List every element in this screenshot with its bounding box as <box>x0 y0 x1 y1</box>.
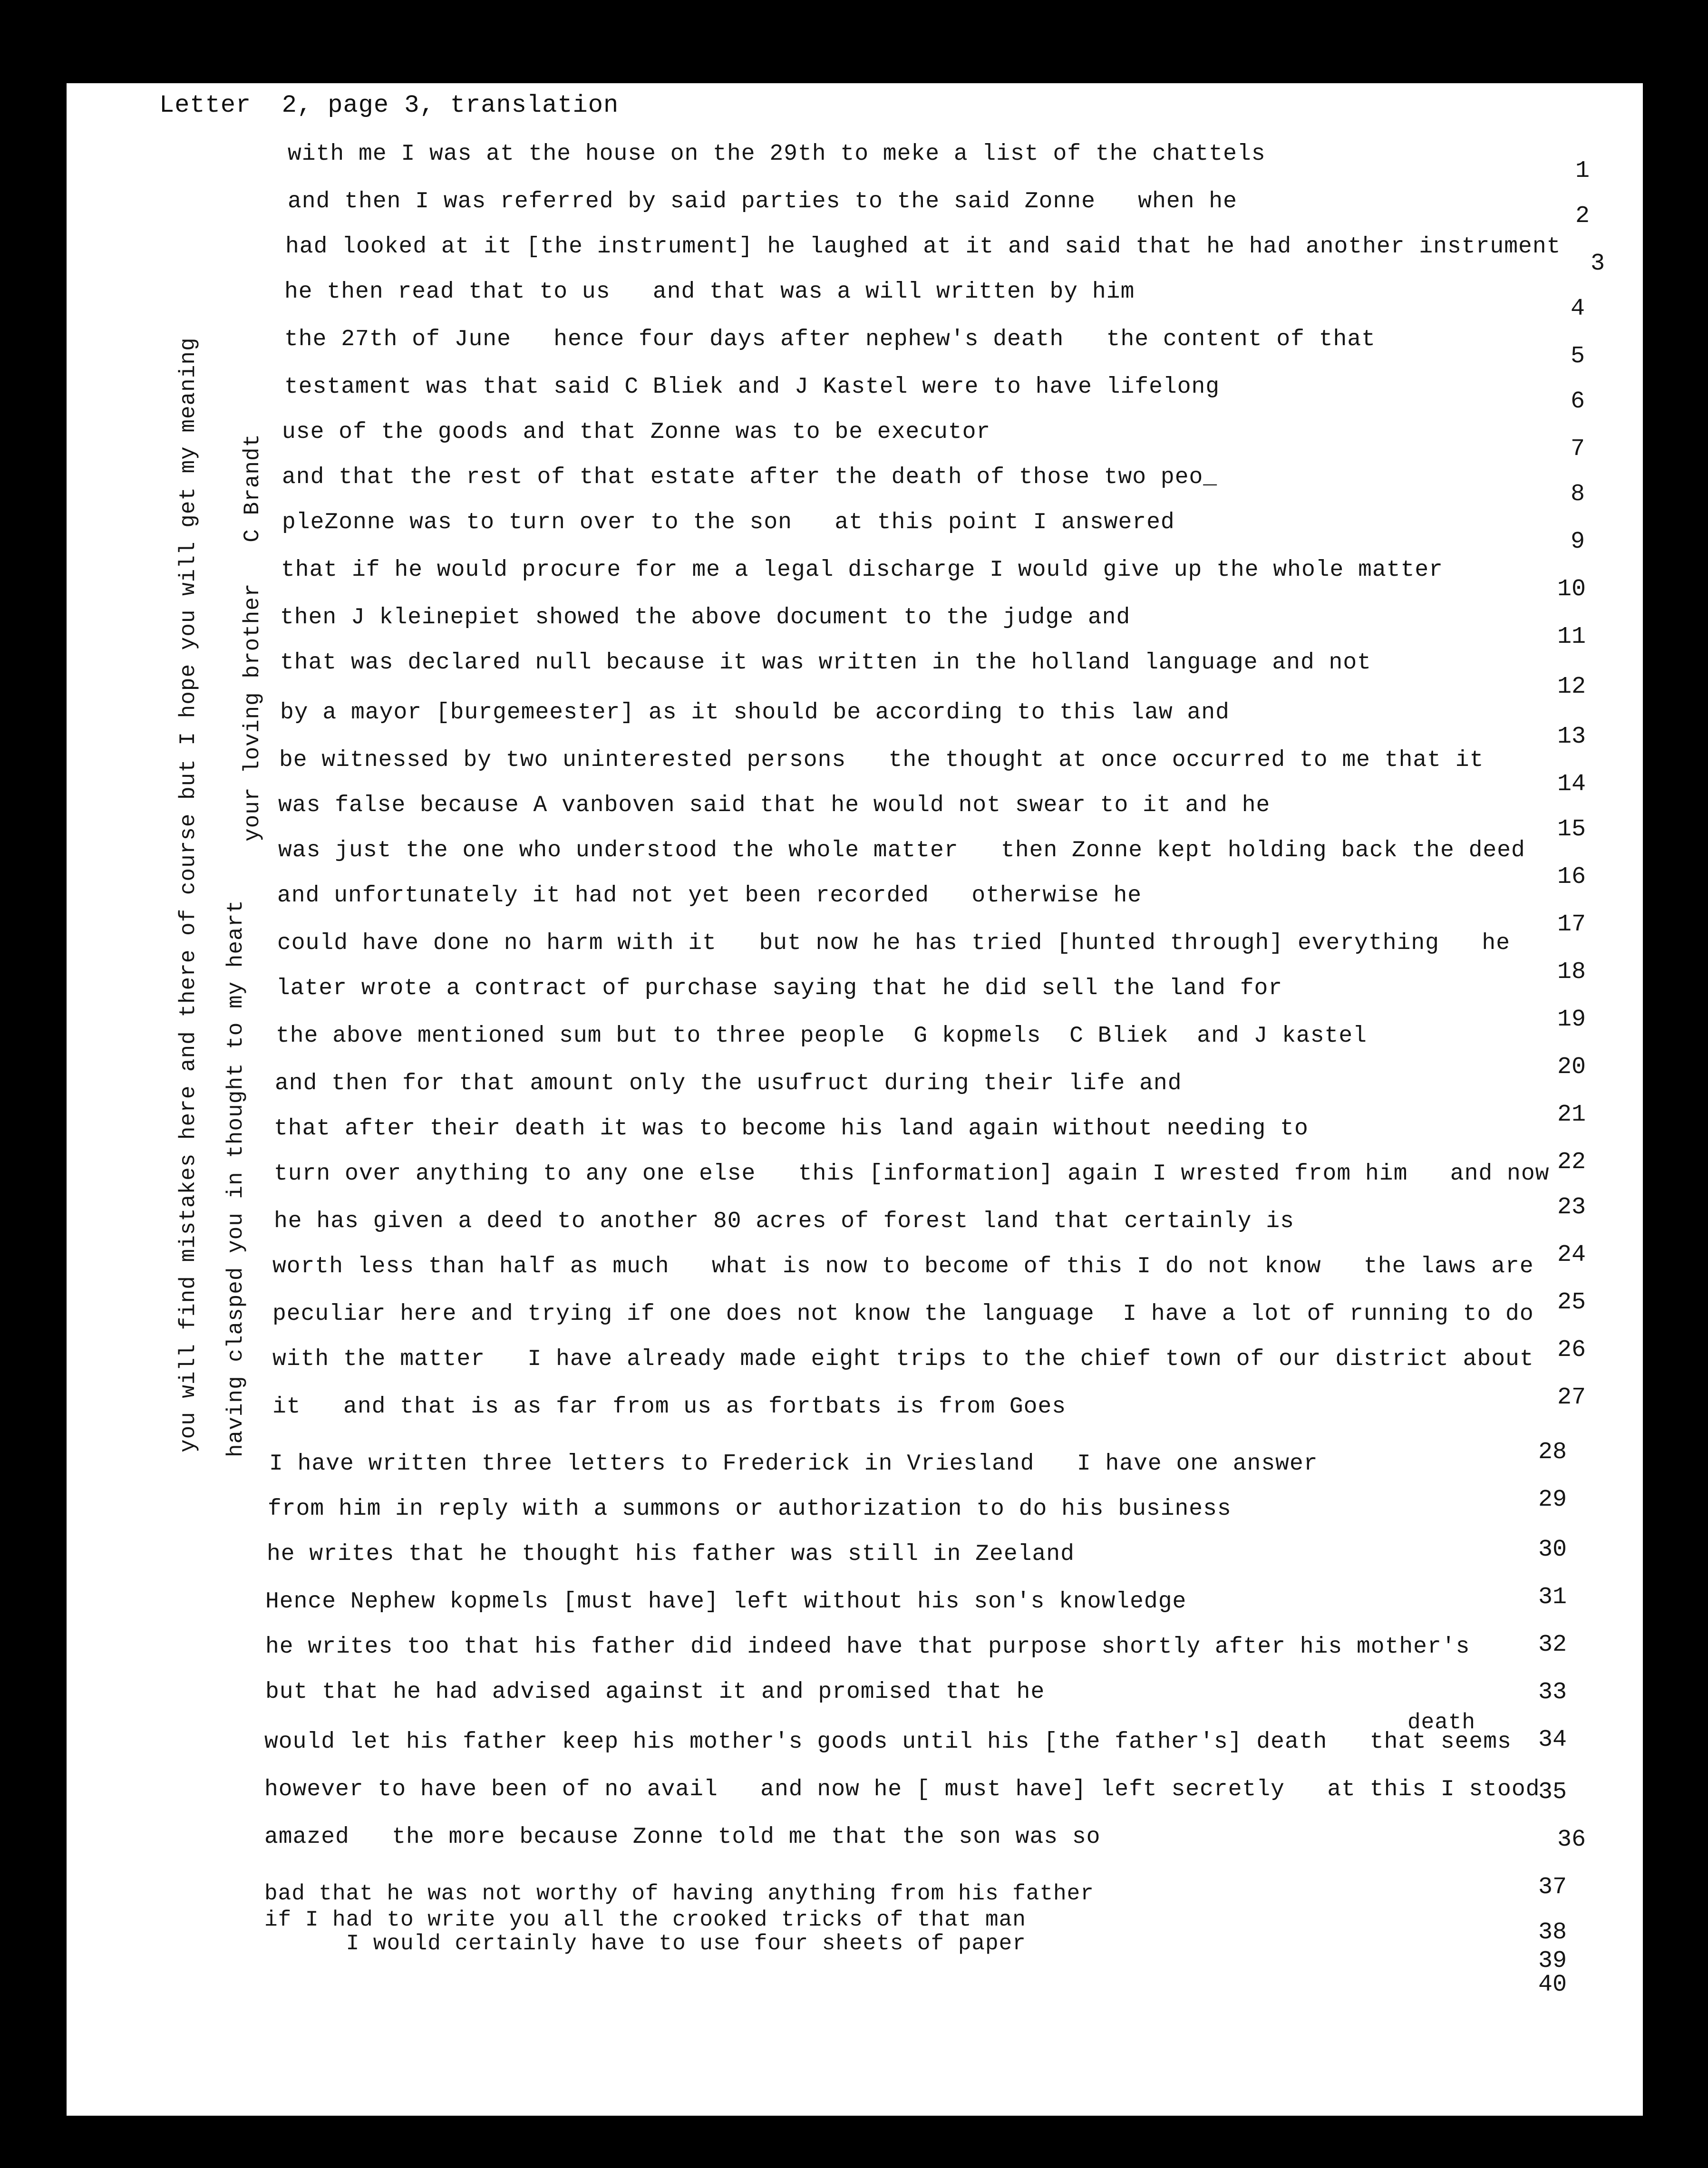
line-number: 1 <box>1575 157 1590 184</box>
line-number: 14 <box>1557 771 1586 798</box>
line-number: 7 <box>1571 436 1585 463</box>
line-number: 28 <box>1538 1439 1567 1466</box>
line-number: 30 <box>1538 1536 1567 1563</box>
text-line: had looked at it [the instrument] he laughed at it and said that he had another instrument <box>285 234 1561 260</box>
text-line: worth less than half as much what is now to become of this I do not know the laws are <box>272 1254 1534 1279</box>
line-number: 25 <box>1557 1289 1586 1316</box>
line-number: 34 <box>1538 1726 1567 1753</box>
text-line: by a mayor [burgemeester] as it should be according to this law and <box>280 700 1230 726</box>
line-number: 29 <box>1538 1486 1567 1513</box>
line-number: 12 <box>1557 673 1586 700</box>
line-number: 3 <box>1591 250 1605 277</box>
line-number: 21 <box>1557 1101 1586 1128</box>
text-line: he writes that he thought his father was still in Zeeland <box>267 1541 1075 1567</box>
text-line: could have done no harm with it but now he has tried [hunted through] everything he <box>277 930 1511 956</box>
text-line: then J kleinepiet showed the above document to the judge and <box>280 605 1131 630</box>
line-number: 20 <box>1557 1054 1586 1081</box>
text-line: be witnessed by two uninterested persons the thought at once occurred to me that it <box>279 747 1484 773</box>
margin-note-inner-upper: your loving brother C Brandt <box>240 433 265 842</box>
text-line: testament was that said C Bliek and J Kastel were to have lifelong <box>284 374 1220 400</box>
line-number: 24 <box>1557 1241 1586 1268</box>
line-number: 2 <box>1575 203 1590 230</box>
text-line: turn over anything to any one else this [information] again I wrested from him and now <box>274 1161 1550 1187</box>
line-number: 23 <box>1557 1194 1586 1221</box>
line-number: 4 <box>1571 295 1585 322</box>
text-line: later wrote a contract of purchase saying that he did sell the land for <box>276 976 1283 1001</box>
text-line: Hence Nephew kopmels [must have] left without his son's knowledge <box>265 1589 1187 1615</box>
line-number: 6 <box>1571 388 1585 415</box>
text-line: with me I was at the house on the 29th to meke a list of the chattels <box>288 141 1266 167</box>
line-number: 18 <box>1557 958 1586 986</box>
line-number: 40 <box>1538 1971 1567 1998</box>
insertion-death: death <box>1407 1710 1476 1735</box>
text-line: was false because A vanboven said that he would not swear to it and he <box>278 793 1271 818</box>
line-number: 38 <box>1538 1919 1567 1946</box>
margin-note-inner-lower: having clasped you in thought to my heart <box>223 900 248 1457</box>
text-line: but that he had advised against it and promised that he <box>265 1679 1045 1705</box>
line-number: 11 <box>1557 623 1586 650</box>
margin-note-outer: you will find mistakes here and there of course but I hope you will get my meaning <box>176 337 201 1452</box>
line-number: 39 <box>1538 1947 1567 1974</box>
text-line: bad that he was not worthy of having anything from his father <box>264 1881 1094 1906</box>
text-line: I would certainly have to use four sheets of paper <box>264 1931 1026 1956</box>
line-number: 13 <box>1557 723 1586 750</box>
text-line: however to have been of no avail and now he [ must have] left secretly at this I stood <box>264 1777 1540 1802</box>
text-line: I have written three letters to Frederick in Vriesland I have one answer <box>269 1451 1318 1477</box>
text-line: amazed the more because Zonne told me that the son was so <box>264 1824 1101 1850</box>
text-line: was just the one who understood the whole matter then Zonne kept holding back the deed <box>278 838 1525 863</box>
text-line: it and that is as far from us as fortbats is from Goes <box>272 1394 1067 1420</box>
text-line: and that the rest of that estate after the death of those two peo_ <box>282 465 1218 490</box>
text-line: the 27th of June hence four days after nephew's death the content of that <box>284 327 1376 352</box>
text-line: that after their death it was to become his land again without needing to <box>274 1116 1309 1142</box>
text-line: he has given a deed to another 80 acres of forest land that certainly is <box>274 1209 1294 1234</box>
line-number: 9 <box>1571 528 1585 555</box>
line-number: 15 <box>1557 816 1586 843</box>
line-number: 37 <box>1538 1874 1567 1901</box>
page-header: Letter 2, page 3, translation <box>159 91 619 119</box>
text-line: with the matter I have already made eight trips to the chief town of our district about <box>272 1346 1534 1372</box>
line-number: 22 <box>1557 1149 1586 1176</box>
line-number: 36 <box>1557 1826 1586 1853</box>
text-line: from him in reply with a summons or authorization to do his business <box>268 1496 1232 1522</box>
text-line: and unfortunately it had not yet been recorded otherwise he <box>277 883 1142 909</box>
line-number: 17 <box>1557 911 1586 938</box>
line-number: 32 <box>1538 1631 1567 1658</box>
text-line: and then for that amount only the usufruct during their life and <box>275 1071 1182 1096</box>
line-number: 19 <box>1557 1006 1586 1033</box>
text-line: peculiar here and trying if one does not know the language I have a lot of running to do <box>272 1301 1534 1327</box>
line-number: 26 <box>1557 1336 1586 1364</box>
line-number: 33 <box>1538 1679 1567 1706</box>
line-number: 16 <box>1557 863 1586 890</box>
line-number: 8 <box>1571 481 1585 508</box>
text-line: that if he would procure for me a legal discharge I would give up the whole matter <box>281 557 1443 583</box>
text-line: if I had to write you all the crooked tricks of that man <box>264 1907 1026 1932</box>
text-line: he writes too that his father did indeed have that purpose shortly after his mother's <box>265 1634 1470 1660</box>
line-number: 27 <box>1557 1384 1586 1411</box>
text-line: that was declared null because it was written in the holland language and not <box>280 650 1371 676</box>
line-number: 5 <box>1571 343 1585 370</box>
text-line: use of the goods and that Zonne was to be executor <box>282 419 991 445</box>
line-number: 10 <box>1557 576 1586 603</box>
text-line: he then read that to us and that was a will written by him <box>284 279 1135 305</box>
line-number: 31 <box>1538 1584 1567 1611</box>
text-line: would let his father keep his mother's goods until his [the father's] death that seems <box>264 1729 1512 1755</box>
line-number: 35 <box>1538 1779 1567 1806</box>
text-line: and then I was referred by said parties to the said Zonne when he <box>288 189 1237 214</box>
text-line: the above mentioned sum but to three people G kopmels C Bliek and J kastel <box>276 1023 1367 1049</box>
text-line: pleZonne was to turn over to the son at this point I answered <box>282 510 1175 535</box>
